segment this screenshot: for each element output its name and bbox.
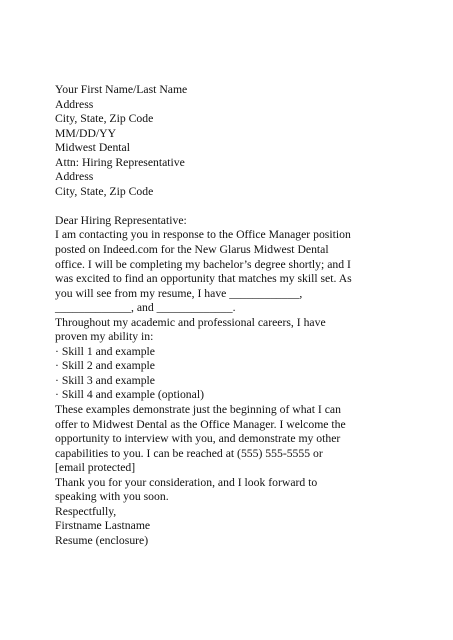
sender-name: Your First Name/Last Name [55, 83, 188, 96]
ability-line: proven my ability in: [55, 330, 154, 344]
intro-line: posted on Indeed.com for the New Glarus Midwest Dental [55, 243, 329, 257]
thanks-line: speaking with you soon. [55, 490, 169, 504]
closing-paragraph-line: opportunity to interview with you, and demonstrate my other [55, 432, 341, 446]
signature-name: Firstname Lastname [55, 519, 151, 533]
contact-email: [email protected] [55, 461, 136, 475]
intro-line: you will see from my resume, I have ____________, [55, 286, 303, 300]
sender-address: Address [55, 97, 94, 111]
recipient-company: Midwest Dental [55, 141, 130, 155]
recipient-city-state-zip: City, State, Zip Code [55, 184, 154, 198]
intro-line: _____________, and _____________. [55, 301, 236, 315]
signoff: Respectfully, [55, 504, 117, 518]
closing-paragraph-line: offer to Midwest Dental as the Office Manager. I welcome the [55, 417, 346, 431]
skill-item: · Skill 3 and example [55, 373, 155, 387]
blank-line [55, 199, 400, 214]
cover-letter [55, 83, 400, 549]
thanks-line: Thank you for your consideration, and I look forward to [55, 475, 318, 489]
intro-line: office. I will be completing my bachelor’s degree shortly; and I [55, 257, 351, 271]
ability-line: Throughout my academic and professional careers, I have [55, 315, 326, 329]
closing-paragraph-line: capabilities to you. I can be reached at (555) 555-5555 or [55, 446, 323, 460]
skill-item: · Skill 2 and example [55, 359, 155, 373]
skill-item: · Skill 1 and example [55, 344, 155, 358]
enclosure-note: Resume (enclosure) [55, 533, 149, 547]
salutation: Dear Hiring Representative: [55, 213, 187, 227]
recipient-address: Address [55, 170, 94, 184]
sender-city-state-zip: City, State, Zip Code [55, 112, 154, 126]
recipient-attn: Attn: Hiring Representative [55, 155, 185, 169]
intro-line: was excited to find an opportunity that matches my skill set. As [55, 272, 352, 286]
intro-line: I am contacting you in response to the Office Manager position [55, 228, 351, 242]
closing-paragraph-line: These examples demonstrate just the beginning of what I can [55, 403, 341, 417]
skill-item: · Skill 4 and example (optional) [55, 388, 204, 402]
letter-date: MM/DD/YY [55, 126, 117, 140]
